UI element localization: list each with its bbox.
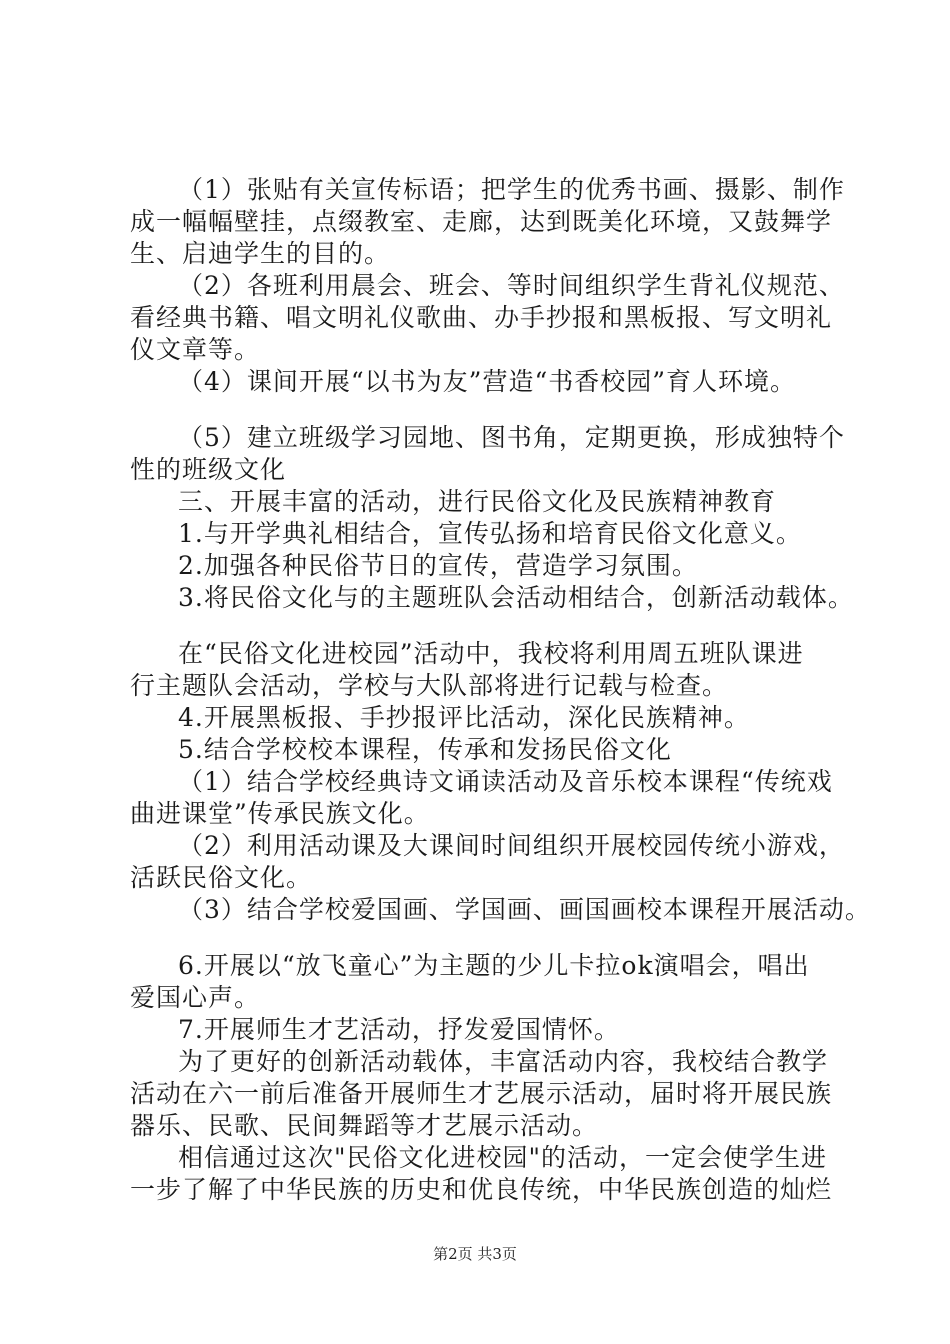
paragraph-line: 性的班级文化: [130, 455, 287, 484]
paragraph-line: （5）建立班级学习园地、图书角，定期更换，形成独特个: [178, 423, 845, 452]
paragraph-line: 6.开展以“放飞童心”为主题的少儿卡拉ok演唱会，唱出: [178, 951, 810, 980]
paragraph-line: （1）结合学校经典诗文诵读活动及音乐校本课程“传统戏: [178, 767, 833, 796]
paragraph-line: 4.开展黑板报、手抄报评比活动，深化民族精神。: [178, 703, 750, 732]
paragraph-line: 在“民俗文化进校园”活动中，我校将利用周五班队课进: [178, 639, 804, 668]
paragraph-line: 5.结合学校校本课程，传承和发扬民俗文化: [178, 735, 672, 764]
paragraph-line: 2.加强各种民俗节日的宣传，营造学习氛围。: [178, 551, 698, 580]
paragraph-line: 行主题队会活动，学校与大队部将进行记载与检查。: [130, 671, 729, 700]
paragraph-line: （2）利用活动课及大课间时间组织开展校园传统小游戏，: [178, 831, 845, 860]
paragraph-line: 爱国心声。: [130, 983, 261, 1012]
paragraph-line: 7.开展师生才艺活动，抒发爱国情怀。: [178, 1015, 620, 1044]
paragraph-line: 活跃民俗文化。: [130, 863, 313, 892]
paragraph-line: （3）结合学校爱国画、学国画、画国画校本课程开展活动。: [178, 895, 871, 924]
paragraph-line: 看经典书籍、唱文明礼仪歌曲、办手抄报和黑板报、写文明礼: [130, 303, 833, 332]
paragraph-line: 一步了解了中华民族的历史和优良传统，中华民族创造的灿烂: [130, 1175, 833, 1204]
page-number-footer: 第2页 共3页: [433, 1245, 517, 1263]
paragraph-line: 器乐、民歌、民间舞蹈等才艺展示活动。: [130, 1111, 599, 1140]
paragraph-line: 三、开展丰富的活动，进行民俗文化及民族精神教育: [178, 487, 777, 516]
paragraph-line: 仪文章等。: [130, 335, 261, 364]
paragraph-line: 相信通过这次"民俗文化进校园"的活动，一定会使学生进: [178, 1143, 828, 1172]
paragraph-line: 曲进课堂”传承民族文化。: [130, 799, 430, 828]
paragraph-line: 成一幅幅壁挂，点缀教室、走廊，达到既美化环境，又鼓舞学: [130, 207, 833, 236]
paragraph-line: （1）张贴有关宣传标语；把学生的优秀书画、摄影、制作: [178, 175, 845, 204]
paragraph-line: 1.与开学典礼相结合，宣传弘扬和培育民俗文化意义。: [178, 519, 802, 548]
paragraph-line: 3.将民俗文化与的主题班队会活动相结合，创新活动载体。: [178, 583, 854, 612]
paragraph-line: （2）各班利用晨会、班会、等时间组织学生背礼仪规范、: [178, 271, 845, 300]
paragraph-line: 为了更好的创新活动载体，丰富活动内容，我校结合教学: [178, 1047, 829, 1076]
paragraph-line: 生、启迪学生的目的。: [130, 239, 391, 268]
paragraph-line: （4）课间开展“以书为友”营造“书香校园”育人环境。: [178, 367, 797, 396]
paragraph-line: 活动在六一前后准备开展师生才艺展示活动，届时将开展民族: [130, 1079, 833, 1108]
